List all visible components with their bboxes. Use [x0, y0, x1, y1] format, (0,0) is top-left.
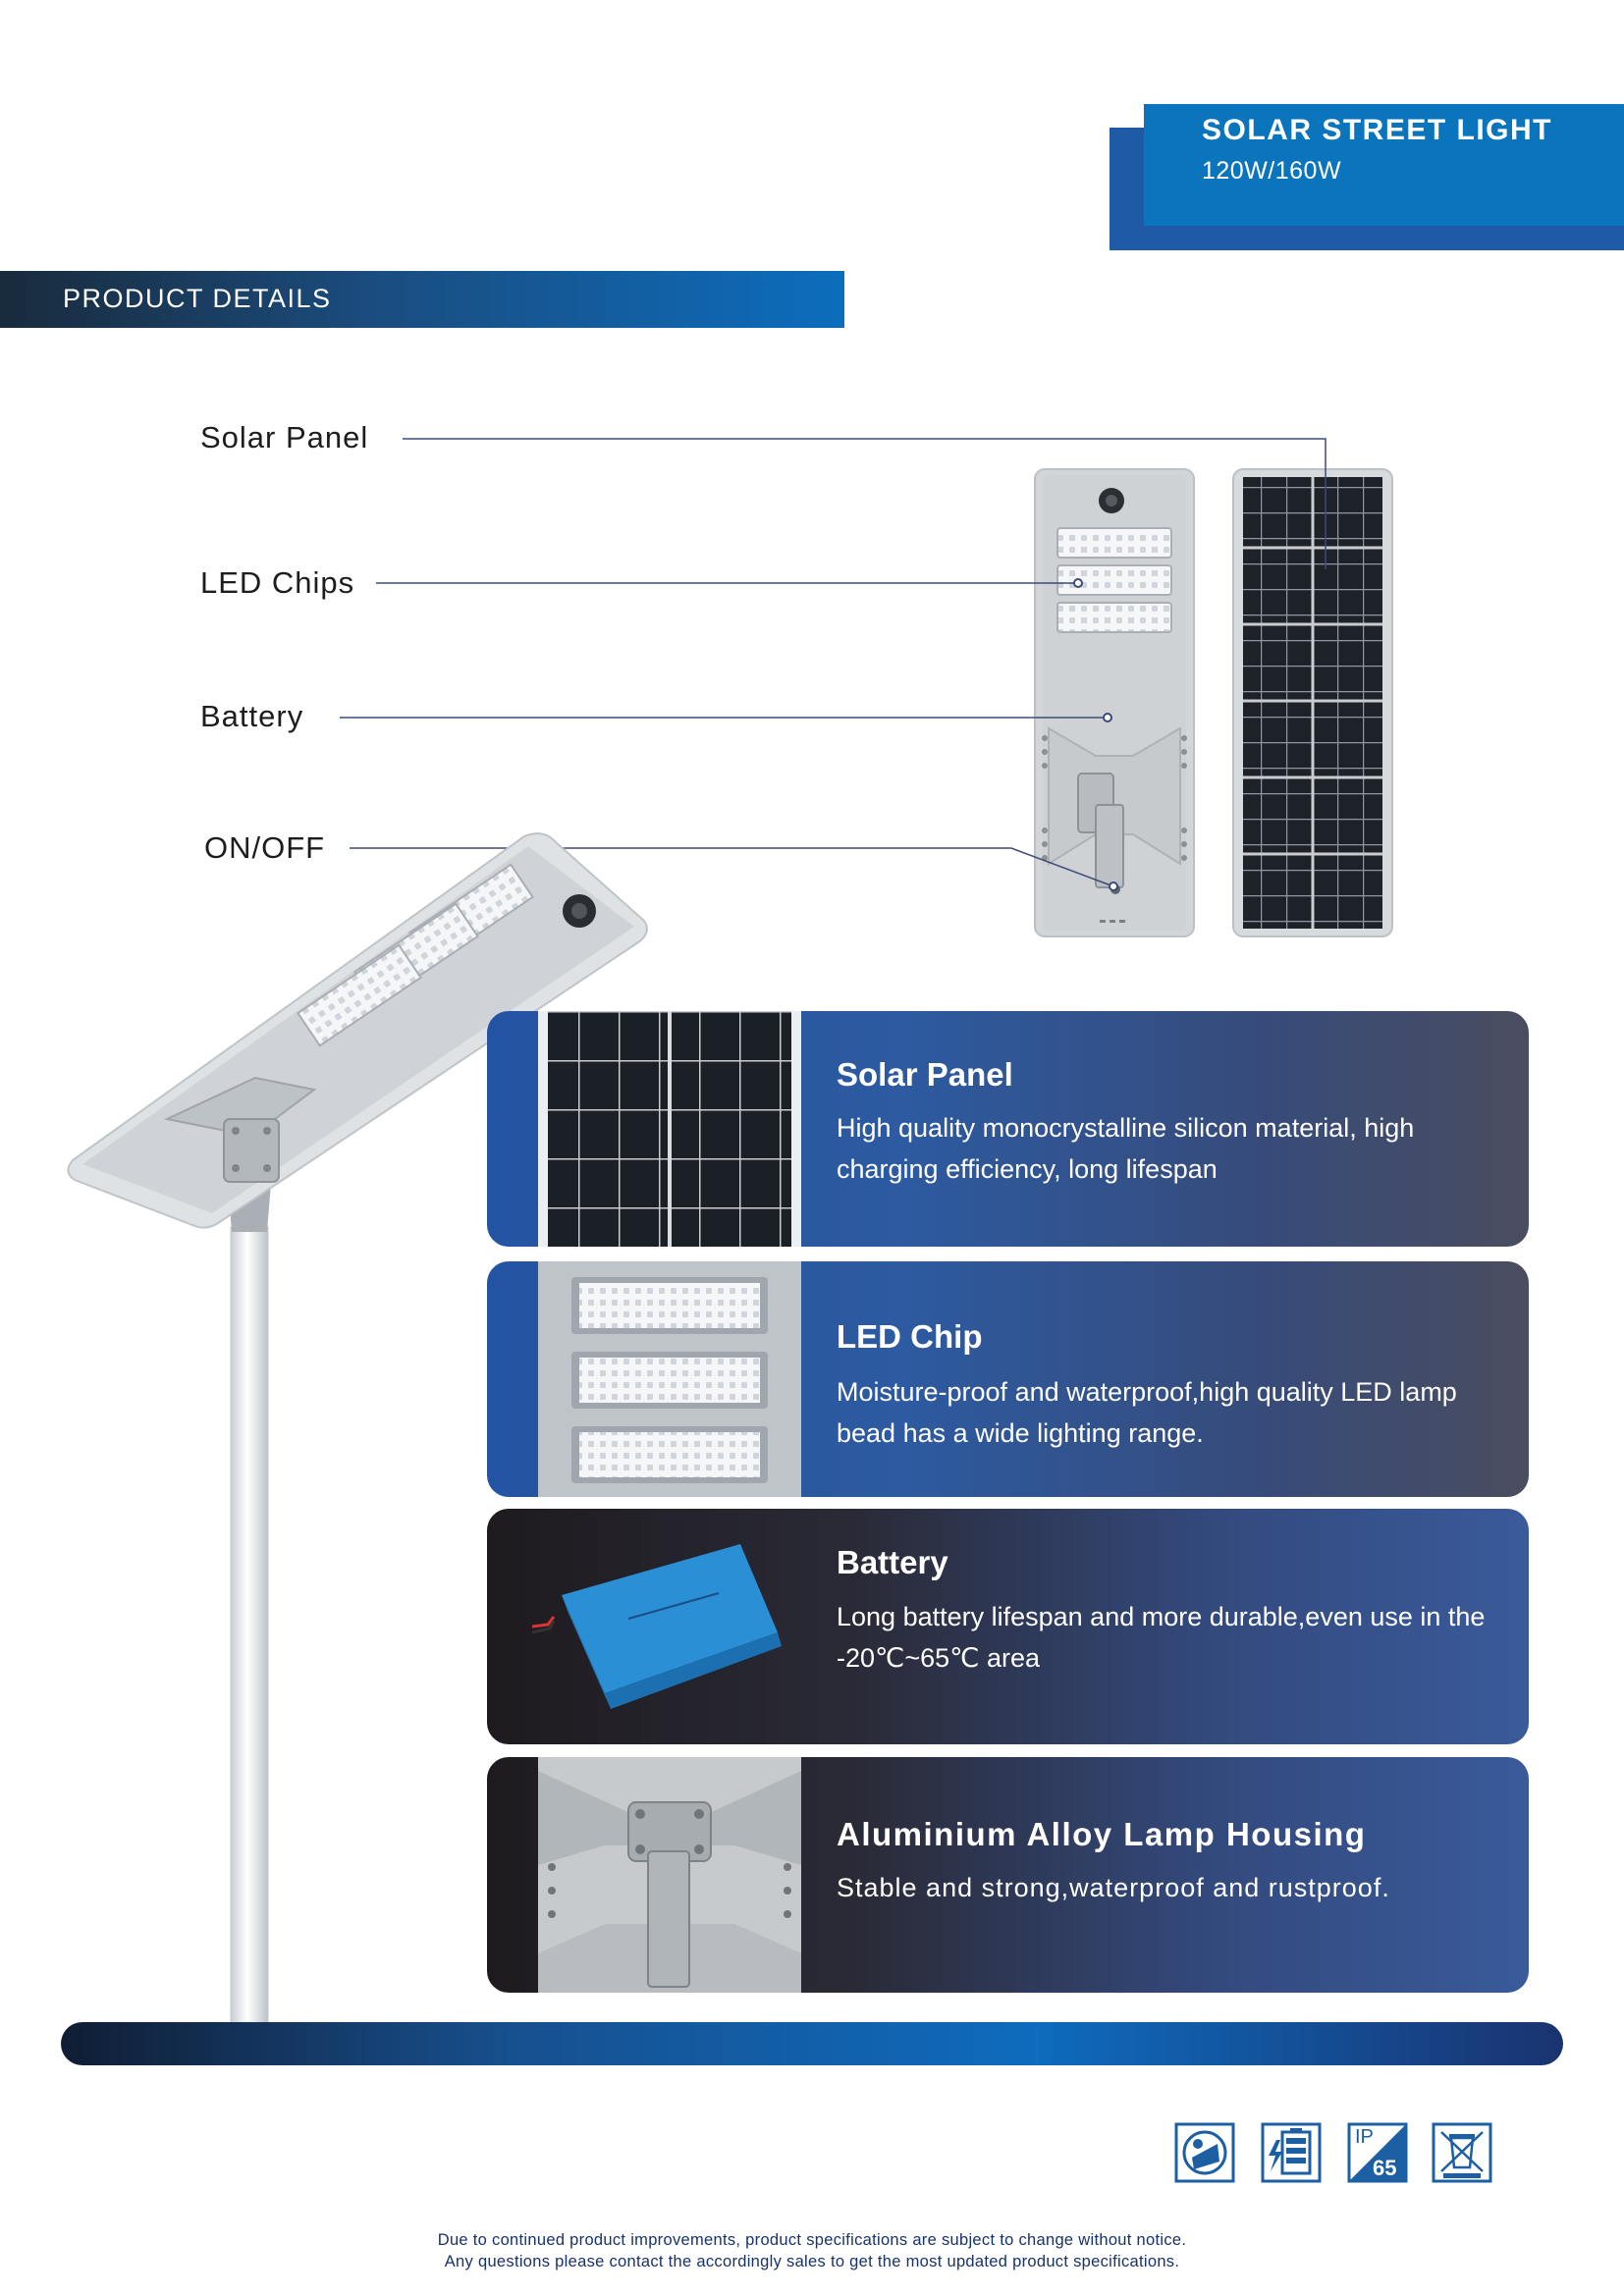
feature-card-lamp-housing	[487, 1757, 1529, 1993]
feature-description: Stable and strong,waterproof and rustproof.	[837, 1873, 1390, 1902]
feature-card-solar-panel	[487, 1011, 1529, 1247]
battery-image	[511, 1509, 805, 1744]
footer-notice-line2: Any questions please contact the accordingly sales to get the most updated product specifications.	[444, 2253, 1180, 2270]
feature-description: Moisture-proof and waterproof,high quality LED lamp bead has a wide lighting range.	[837, 1377, 1457, 1448]
callout-battery: Battery	[200, 699, 304, 733]
feature-description: Long battery lifespan and more durable,even use in the -20℃~65℃ area	[837, 1602, 1486, 1673]
callout-solar-panel: Solar Panel	[200, 420, 369, 454]
solar-panel-image	[538, 1011, 801, 1247]
section-title: PRODUCT DETAILS	[63, 284, 332, 313]
ip-prefix: IP	[1355, 2126, 1374, 2148]
ip65-rating-badge	[1347, 2122, 1408, 2183]
feature-title: Battery	[837, 1544, 948, 1580]
bottom-decorative-bar	[61, 2022, 1563, 2065]
feature-card-battery	[487, 1509, 1529, 1744]
weee-disposal-icon	[1432, 2122, 1492, 2183]
feature-card-led-chip	[487, 1261, 1529, 1497]
ip-value: 65	[1373, 2156, 1397, 2180]
callout-led-chips: LED Chips	[200, 565, 355, 600]
callout-on-off: ON/OFF	[204, 830, 326, 865]
battery-lightning-icon	[1261, 2122, 1322, 2183]
product-title: SOLAR STREET LIGHT	[1202, 114, 1552, 146]
product-wattage: 120W/160W	[1202, 157, 1342, 185]
lamp-housing-image	[538, 1757, 801, 1993]
solar-powered-icon	[1174, 2122, 1235, 2183]
footer-notice-line1: Due to continued product improvements, product specifications are subject to change without notice.	[437, 2231, 1187, 2249]
feature-description: High quality monocrystalline silicon material, high charging efficiency, long lifespan	[837, 1113, 1415, 1184]
feature-title: Solar Panel	[837, 1056, 1013, 1093]
callout-leaders	[0, 0, 1624, 962]
feature-title: Aluminium Alloy Lamp Housing	[837, 1816, 1367, 1852]
feature-title: LED Chip	[837, 1318, 983, 1355]
led-chip-image	[538, 1261, 801, 1497]
